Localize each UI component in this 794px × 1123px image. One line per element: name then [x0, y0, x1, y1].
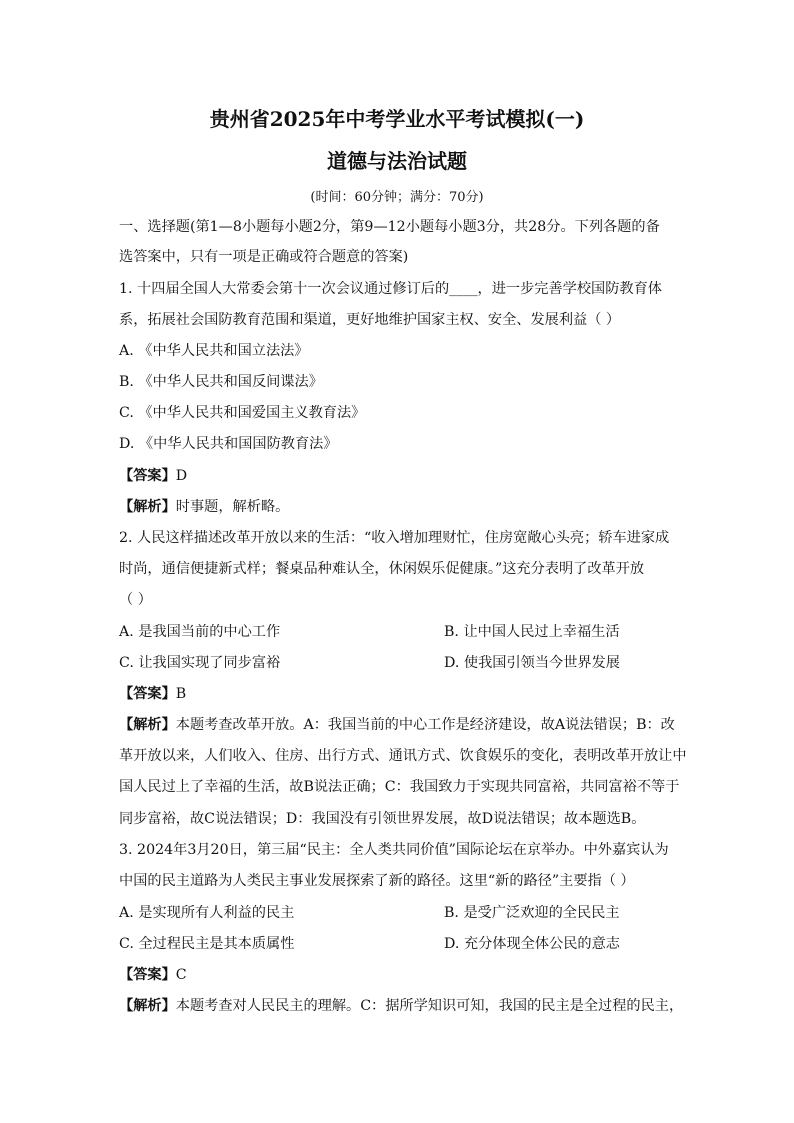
- answer-value: C: [175, 967, 187, 983]
- q2-stem-line-2: 时尚，通信便捷新式样；餐桌品种难认全，休闲娱乐促健康。”这充分表明了改革开放: [119, 561, 645, 577]
- q3-option-a: A. 是实现所有人利益的民主: [119, 905, 295, 921]
- analysis-label: 【解析】: [119, 998, 176, 1014]
- analysis-label: 【解析】: [119, 499, 176, 515]
- exam-time-info: (时间：60分钟；满分：70分): [310, 190, 484, 205]
- exam-title: 贵州省2025年中考学业水平考试模拟(一): [209, 107, 585, 131]
- q1-option-c: C. 《中华人民共和国爱国主义教育法》: [119, 405, 366, 421]
- q3-answer: [119, 965, 187, 985]
- q1-stem-line-2: 系，拓展社会国防教育范围和渠道，更好地维护国家主权、安全、发展利益（ ）: [119, 312, 621, 328]
- q1-stem-line-1: 1. 十四届全国人大常委会第十一次会议通过修订后的____，进一步完善学校国防教育体: [119, 281, 662, 297]
- q1-option-a: A. 《中华人民共和国立法法》: [119, 343, 309, 359]
- q3-stem-line-1: 3. 2024年3月20日，第三届“民主：全人类共同价值”国际论坛在京举办。中外嘉宾认为: [119, 842, 669, 858]
- analysis-text: 本题考查对人民民主的理解。C：据所学知识可知，我国的民主是全过程的民主，: [175, 998, 684, 1014]
- q1-option-d: D. 《中华人民共和国国防教育法》: [119, 436, 338, 452]
- analysis-label: 【解析】: [119, 717, 176, 733]
- q1-option-b: B. 《中华人民共和国反间谍法》: [119, 374, 323, 390]
- q1-analysis: [119, 497, 289, 517]
- q2-analysis-line-2: 革开放以来，人们收入、住房、出行方式、通讯方式、饮食娱乐的变化，表明改革开放让中: [119, 748, 687, 764]
- q2-analysis-line-4: 同步富裕，故C说法错误；D：我国没有引领世界发展，故D说法错误；故本题选B。: [119, 811, 646, 827]
- q2-option-c: C. 让我国实现了同步富裕: [119, 655, 281, 671]
- q2-option-d: D. 使我国引领当今世界发展: [444, 655, 620, 671]
- q2-answer: [119, 684, 186, 704]
- answer-label: 【答案】: [119, 686, 176, 702]
- q1-answer: [119, 466, 187, 486]
- q2-analysis-line-1: [119, 715, 675, 735]
- analysis-text: 本题考查改革开放。A：我国当前的中心工作是经济建设，故A说法错误；B：改: [175, 717, 675, 733]
- answer-label: 【答案】: [119, 967, 176, 983]
- section-instructions-line-2: 选答案中，只有一项是正确或符合题意的答案): [119, 249, 409, 265]
- q3-option-d: D. 充分体现全体公民的意志: [444, 936, 620, 952]
- answer-label: 【答案】: [119, 468, 176, 484]
- exam-subtitle: 道德与法治试题: [327, 149, 467, 173]
- q3-stem-line-2: 中国的民主道路为人类民主事业发展探索了新的路径。这里“新的路径”主要指（ ）: [119, 873, 635, 889]
- answer-value: B: [175, 686, 187, 702]
- q3-analysis-line-1: [119, 996, 683, 1016]
- answer-value: D: [175, 468, 188, 484]
- analysis-text: 时事题，解析略。: [175, 499, 290, 515]
- q2-stem-line-1: 2. 人民这样描述改革开放以来的生活：“收入增加理财忙，住房宽敞心头亮；轿车进家成: [119, 530, 670, 546]
- q3-option-b: B. 是受广泛欢迎的全民民主: [444, 905, 620, 921]
- q2-option-a: A. 是我国当前的中心工作: [119, 624, 281, 640]
- q3-option-c: C. 全过程民主是其本质属性: [119, 936, 295, 952]
- q2-option-b: B. 让中国人民过上幸福生活: [444, 624, 620, 640]
- q2-stem-line-3: （ ）: [119, 592, 152, 608]
- section-instructions-line-1: 一、选择题(第1—8小题每小题2分，第9—12小题每小题3分，共28分。下列各题的备: [119, 219, 660, 235]
- q2-analysis-line-3: 国人民过上了幸福的生活，故B说法正确；C：我国致力于实现共同富裕，共同富裕不等于: [119, 779, 680, 795]
